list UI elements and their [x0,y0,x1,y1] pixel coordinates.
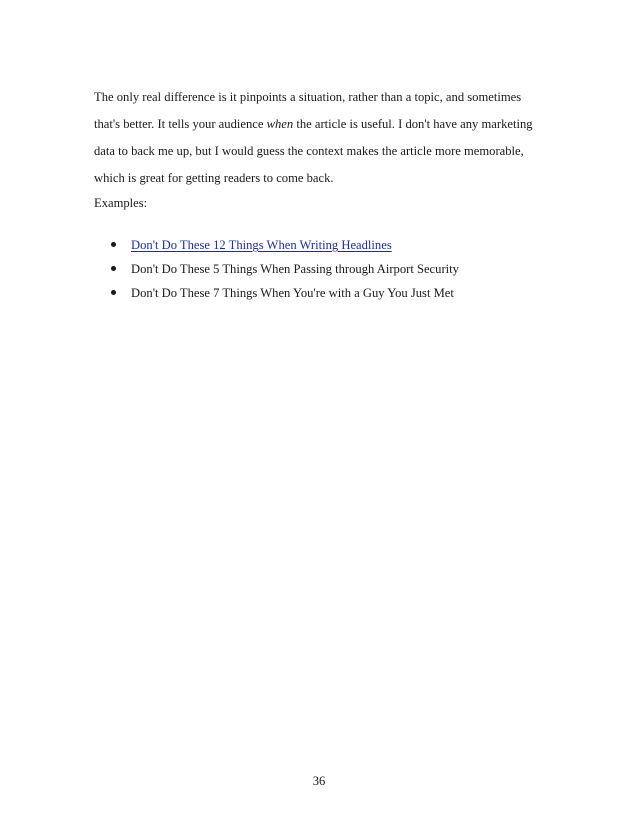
examples-label: Examples: [94,196,148,210]
paragraph-line-4: which is great for getting readers to come back. [94,171,334,185]
example-headline-text: Don't Do These 5 Things When Passing through Airport Security [131,262,459,276]
page-number: 36 [312,774,326,788]
example-headline-link[interactable]: Don't Do These 12 Things When Writing Headlines [131,238,392,252]
bullet-icon [111,242,116,247]
list-item [94,233,554,257]
paragraph-line-2-end: the article is useful. I don't have any marketing [293,117,533,131]
list-item [94,257,554,281]
body-paragraph [94,84,544,192]
paragraph-line-1: The only real difference is it pinpoints a situation, rather than a topic, and sometimes [94,90,522,104]
paragraph-line-2-start: that's better. It tells your audience [94,117,267,131]
emphasis-when: when [266,117,294,131]
paragraph-line-3: data to back me up, but I would guess the context makes the article more memorable, [94,144,524,158]
examples-list [94,233,554,305]
list-item [94,281,554,305]
example-headline-text: Don't Do These 7 Things When You're with a Guy You Just Met [131,286,454,300]
bullet-icon [111,290,116,295]
paragraph-line-2 [94,111,544,138]
bullet-icon [111,266,116,271]
